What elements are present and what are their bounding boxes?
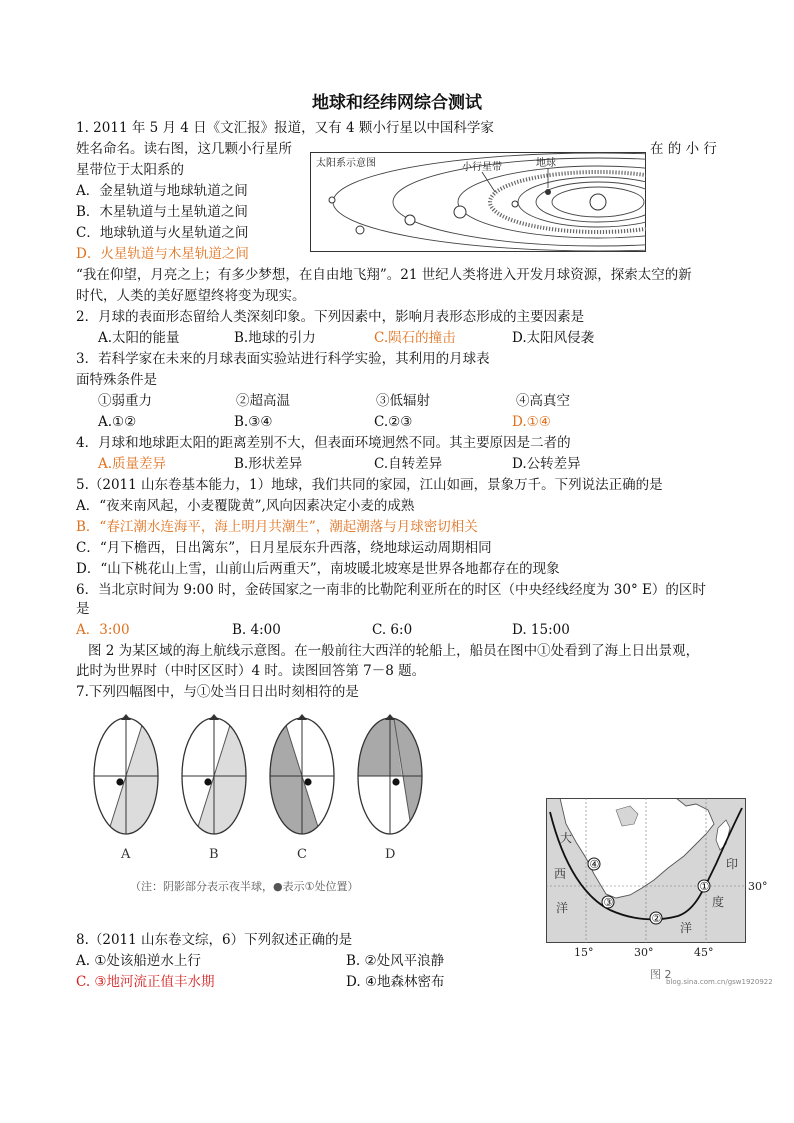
q1-stem-line2b: 在 的 小 行 xyxy=(650,141,717,157)
figure-2-caption: 图 2 xyxy=(650,968,672,981)
q1-stem-line2a: 姓名命名。读右图，这几颗小行星所 xyxy=(76,141,292,157)
page-title: 地球和经纬网综合测试 xyxy=(312,93,482,113)
intro-line1: “我在仰望，月亮之上；有多少梦想，在自由地飞翔”。21 世纪人类将进入开发月球资源，探索太空的新 xyxy=(76,267,692,283)
globe-note: （注：阴影部分表示夜半球，●表示①处位置） xyxy=(130,880,359,893)
q1-option-c: C．地球轨道与火星轨道之间 xyxy=(76,225,249,241)
q5-option-b-answer: B．“春江潮水连海平，海上明月共潮生”，潮起潮落与月球密切相关 xyxy=(76,519,478,535)
q5-stem: 5.（2011 山东卷基本能力，1）地球，我们共同的家园，江山如画，景象万千。下列说法正确的是 xyxy=(76,477,663,493)
globe-label-c: C xyxy=(297,847,307,862)
q3-option-d-answer: D.①④ xyxy=(512,414,551,430)
q5-option-d: D．“山下桃花山上雪，山前山后两重天”，南坡暖北坡寒是世界各地都存在的现象 xyxy=(76,561,560,577)
q4-option-d: D.公转差异 xyxy=(512,456,581,472)
longitude-15-label: 15° xyxy=(574,946,594,959)
point-4: ④ xyxy=(589,858,600,871)
q8-option-a: A. ①处该船逆水上行 xyxy=(76,953,201,969)
q2-stem: 2．月球的表面形态留给人类深刻印象。下列因素中，影响月表形态形成的主要因素是 xyxy=(76,309,585,325)
globe-label-d: D xyxy=(385,847,396,862)
q3-condition-3: ③低辐射 xyxy=(376,393,430,409)
q6-stem-line2: 是 xyxy=(76,601,90,617)
q3-stem-line2: 面特殊条件是 xyxy=(76,372,157,388)
label-earth: 地球 xyxy=(536,158,556,169)
sea-route-map xyxy=(546,798,778,990)
q6-option-d: D. 15:00 xyxy=(512,622,570,638)
globe-label-b: B xyxy=(209,847,219,862)
q3-stem-line1: 3．若科学家在未来的月球表面实验站进行科学实验，其利用的月球表 xyxy=(76,351,490,367)
ocean-atlantic-2: 西 xyxy=(554,867,567,881)
q2-option-c-answer: C.陨石的撞击 xyxy=(374,330,456,346)
ocean-indian-1: 印 xyxy=(726,857,739,871)
label-asteroid-belt: 小行星带 xyxy=(462,162,502,173)
q4-option-c: C.自转差异 xyxy=(374,456,443,472)
q4-option-b: B.形状差异 xyxy=(234,456,303,472)
q1-stem-line3: 星带位于太阳系的 xyxy=(76,162,184,178)
longitude-45-label: 45° xyxy=(694,946,714,959)
q1-option-d-answer: D．火星轨道与木星轨道之间 xyxy=(76,246,249,262)
q8-option-b: B. ②处风平浪静 xyxy=(346,953,445,969)
solar-figure-title: 太阳系示意图 xyxy=(316,158,376,169)
point-3: ③ xyxy=(603,896,614,909)
sunrise-globes-figure xyxy=(90,706,442,898)
q3-condition-2: ②超高温 xyxy=(236,393,290,409)
q1-stem-line1: 1. 2011 年 5 月 4 日《文汇报》报道，又有 4 颗小行星以中国科学家 xyxy=(76,120,494,136)
watermark: blog.sina.com.cn/gsw1920922 xyxy=(666,978,773,986)
globe-d xyxy=(358,706,422,846)
q8-option-d: D. ④地森林密布 xyxy=(346,974,445,990)
q3-option-a: A.①② xyxy=(98,414,137,430)
q3-condition-4: ④高真空 xyxy=(516,393,570,409)
point-1: ① xyxy=(699,880,710,893)
ocean-indian-2: 度 xyxy=(712,895,725,909)
q4-option-a-answer: A.质量差异 xyxy=(98,456,167,472)
latitude-30-label: 30° xyxy=(748,880,768,893)
q3-option-b: B.③④ xyxy=(234,414,273,430)
point-2: ② xyxy=(651,912,662,925)
q2-option-b: B.地球的引力 xyxy=(234,330,316,346)
q1-option-b: B．木星轨道与土星轨道之间 xyxy=(76,204,248,220)
q8-stem: 8.（2011 山东卷文综，6）下列叙述正确的是 xyxy=(76,932,353,948)
globe-c xyxy=(270,706,334,846)
ocean-atlantic-1: 大 xyxy=(560,831,573,845)
q3-option-c: C.②③ xyxy=(374,414,413,430)
q8-option-c-answer: C. ③地河流正值丰水期 xyxy=(76,974,215,990)
sun-icon xyxy=(590,194,606,210)
q2-option-d: D.太阳风侵袭 xyxy=(512,330,595,346)
ocean-indian-3: 洋 xyxy=(680,921,693,935)
q7-stem: 7.下列四幅图中，与①处当日日出时刻相符的是 xyxy=(76,684,359,700)
q2-option-a: A.太阳的能量 xyxy=(98,330,180,346)
intro-line2: 时代，人类的美好愿望终将变为现实。 xyxy=(76,288,306,304)
longitude-30-label: 30° xyxy=(634,946,654,959)
q5-option-c: C．“月下檐西，日出篱东”，日月星辰东升西落，绕地球运动周期相同 xyxy=(76,540,492,556)
q3-condition-1: ①弱重力 xyxy=(98,393,152,409)
q5-option-a: A．“夜来南风起，小麦覆陇黄”,风向因素决定小麦的成熟 xyxy=(76,498,415,514)
q1-option-a: A．金星轨道与地球轨道之间 xyxy=(76,183,248,199)
q6-option-a-answer: A．3:00 xyxy=(76,622,130,638)
q6-option-b: B. 4:00 xyxy=(232,622,281,638)
globe-a xyxy=(94,706,160,846)
q6-stem-line1: 6．当北京时间为 9:00 时，金砖国家之一南非的比勒陀利亚所在的时区（中央经线经度为 30° E）的区时 xyxy=(76,582,706,598)
solar-system-figure xyxy=(310,152,646,252)
earth-icon xyxy=(545,189,551,195)
ocean-atlantic-3: 洋 xyxy=(556,901,569,915)
q6-option-c: C. 6:0 xyxy=(372,622,413,638)
q4-stem: 4．月球和地球距太阳的距离差别不大，但表面环境迥然不同。其主要原因是二者的 xyxy=(76,435,571,451)
globe-label-a: A xyxy=(121,847,131,862)
intro2-line1: 图 2 为某区域的海上航线示意图。在一般前往大西洋的轮船上，船员在图中①处看到了海上日出景观， xyxy=(88,643,700,659)
intro2-line2: 此时为世界时（中时区区时）4 时。读图回答第 7－8 题。 xyxy=(76,663,426,679)
globe-b xyxy=(182,706,246,846)
